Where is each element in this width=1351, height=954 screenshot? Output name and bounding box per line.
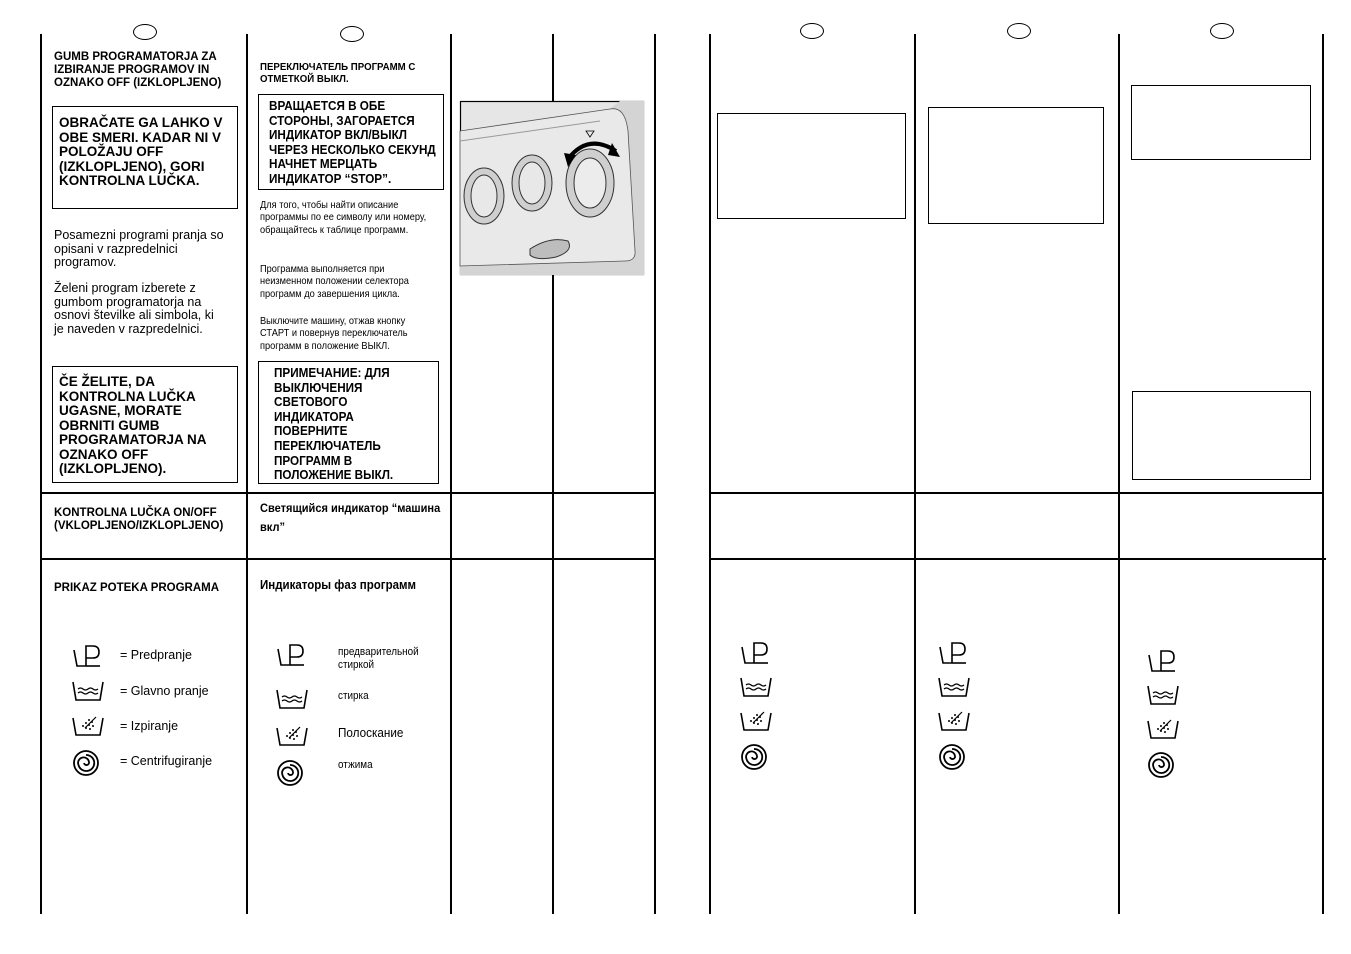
empty-box [717, 113, 906, 219]
paragraph: Выключите машину, отжав кнопку СТАРТ и повернув переключатель программ в положение ВЫКЛ. [260, 315, 408, 352]
progress-heading: Индикаторы фаз программ [260, 578, 417, 592]
prewash-icon [938, 641, 970, 669]
note-box [258, 94, 444, 190]
empty-box [1131, 85, 1311, 160]
legend-rinse: Полоскание [338, 725, 404, 740]
note-box [52, 106, 238, 209]
mainwash-icon [740, 676, 772, 704]
lamp-heading: Светящийся индикатор “машина вкл” [260, 501, 441, 534]
language-marker [800, 23, 824, 39]
legend-prewash: предварительной стиркой [338, 646, 419, 671]
column-divider [1322, 34, 1324, 914]
note-box [52, 366, 238, 483]
spin-icon [740, 743, 772, 771]
rinse-icon [740, 709, 772, 737]
language-marker [340, 26, 364, 42]
legend-mainwash: = Glavno pranje [120, 684, 209, 698]
column-divider [1118, 34, 1120, 914]
spin-icon [276, 759, 308, 787]
column-divider [654, 34, 656, 914]
note-box [258, 361, 439, 484]
prewash-icon [72, 644, 104, 672]
spin-icon [72, 749, 104, 777]
paragraph: Želeni program izberete z gumbom programatorja na osnovi številke ali simbola, ki je naveden v razpredelnici. [54, 281, 214, 336]
mainwash-icon [938, 676, 970, 704]
language-marker [133, 24, 157, 40]
empty-box [1132, 391, 1311, 480]
progress-heading: PRIKAZ POTEKA PROGRAMA [54, 582, 220, 594]
note-text: ВРАЩАЕТСЯ В ОБЕ СТОРОНЫ, ЗАГОРАЕТСЯ ИНДИКАТОР ВКЛ/ВЫКЛ ЧЕРЕЗ НЕСКОЛЬКО СЕКУНД НАЧНЕТ МЕРЦАТЬ ИНДИКАТОР “STOP”. [269, 98, 436, 186]
note-text: ČE ŽELITE, DA KONTROLNA LUČKA UGASNE, MORATE OBRNITI GUMB PROGRAMATORJA NA OZNAKO OFF (IZKLOPLJENO). [59, 374, 207, 476]
legend-spin: = Centrifugiranje [120, 754, 213, 768]
prewash-icon [740, 641, 772, 669]
spin-icon [1147, 751, 1179, 779]
legend-rinse: = Izpiranje [120, 719, 179, 733]
row-divider [709, 558, 1326, 560]
prewash-icon [1147, 649, 1179, 677]
rinse-icon [938, 709, 970, 737]
control-panel-illustration [460, 101, 644, 275]
column-divider [246, 34, 248, 914]
selector-heading: GUMB PROGRAMATORJA ZA IZBIRANJE PROGRAMOV IN OZNAKO OFF (IZKLOPLJENO) [54, 51, 222, 89]
lamp-heading: KONTROLNA LUČKA ON/OFF (VKLOPLJENO/IZKLOPLJENO) [54, 507, 224, 532]
spin-icon [938, 743, 970, 771]
row-divider [40, 492, 656, 494]
prewash-icon [276, 643, 308, 671]
legend-mainwash: стирка [338, 690, 369, 702]
legend-prewash: = Predpranje [120, 648, 192, 662]
empty-box [928, 107, 1104, 224]
selector-heading: ПЕРЕКЛЮЧАТЕЛЬ ПРОГРАММ С ОТМЕТКОЙ ВЫКЛ. [260, 61, 416, 85]
paragraph: Posamezni programi pranja so opisani v razpredelnici programov. [54, 228, 224, 269]
column-divider [450, 34, 452, 914]
rinse-icon [72, 714, 104, 742]
paragraph: Программа выполняется при неизменном положении селектора программ до завершения цикла. [260, 263, 409, 300]
language-marker [1210, 23, 1234, 39]
rinse-icon [1147, 717, 1179, 745]
row-divider [709, 492, 1324, 494]
column-divider [40, 34, 42, 914]
rinse-icon [276, 724, 308, 752]
column-divider [709, 34, 711, 914]
mainwash-icon [276, 688, 308, 716]
row-divider [40, 558, 656, 560]
note-text: OBRAČATE GA LAHKO V OBE SMERI. KADAR NI V POLOŽAJU OFF (IZKLOPLJENO), GORI KONTROLNA LUČKA. [59, 115, 223, 188]
language-marker [1007, 23, 1031, 39]
legend-spin: отжима [338, 759, 373, 771]
column-divider [914, 34, 916, 914]
mainwash-icon [1147, 684, 1179, 712]
mainwash-icon [72, 680, 104, 708]
note-text: ПРИМЕЧАНИЕ: ДЛЯ ВЫКЛЮЧЕНИЯ СВЕТОВОГО ИНДИКАТОРА ПОВЕРНИТЕ ПЕРЕКЛЮЧАТЕЛЬ ПРОГРАММ В ПОЛОЖЕНИЕ ВЫКЛ. [274, 365, 394, 483]
paragraph: Для того, чтобы найти описание программы по ее символу или номеру, обращайтесь к таблице программ. [260, 199, 427, 236]
